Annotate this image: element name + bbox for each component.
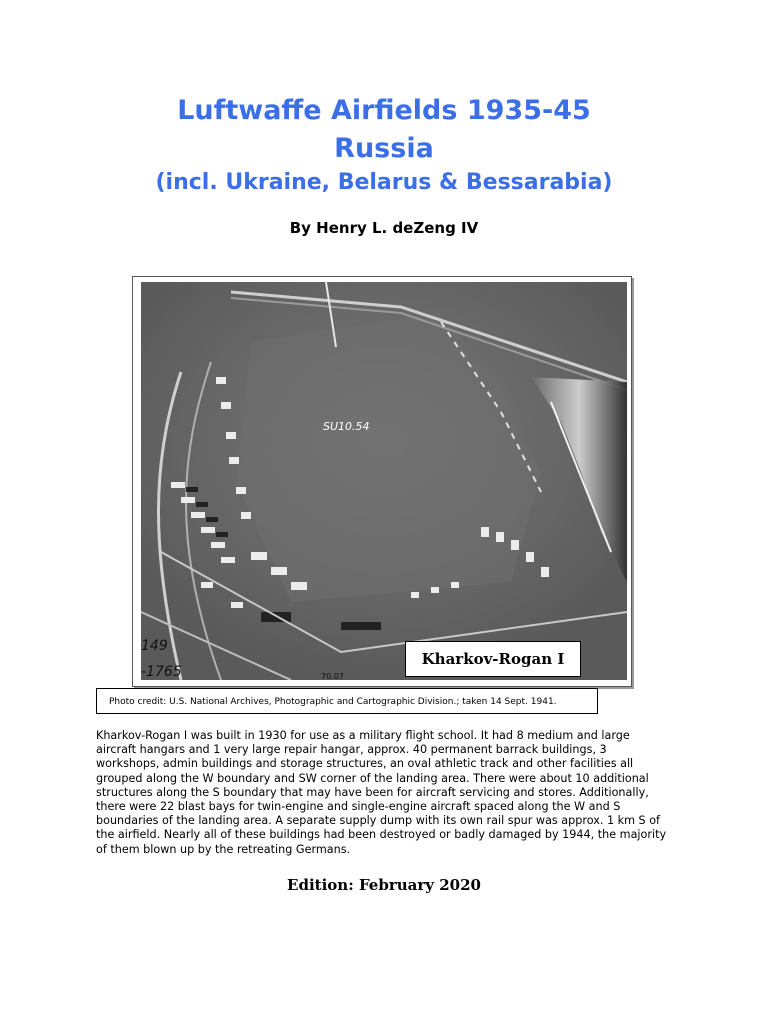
aerial-photo-frame — [132, 276, 632, 687]
photo-credit: Photo credit: U.S. National Archives, Photographic and Cartographic Division.; taken 14 Sept. 1941. — [96, 688, 598, 714]
aerial-photo — [141, 282, 627, 680]
title-line-3: (incl. Ukraine, Belarus & Bessarabia) — [155, 170, 613, 195]
title-line-1: Luftwaffe Airfields 1935-45 — [177, 95, 591, 126]
photo-marking-serial: -1765 — [141, 664, 182, 680]
author-line: By Henry L. deZeng IV — [289, 219, 479, 237]
title-line-2: Russia — [334, 133, 434, 164]
edition-line: Edition: February 2020 — [287, 876, 481, 894]
photo-marking-field-id: SU10.54 — [323, 420, 370, 433]
body-paragraph: Kharkov-Rogan I was built in 1930 for use as a military flight school. It had 8 medium and large aircraft hangars and 1 very large repair hangar, approx. 40 permanent barrack buildings, 3 workshops, admin buildings and storage structures, an oval athletic track and other facilities all grouped along the W boundary and SW corner of the landing area. There were about 10 additional structures along the S boundary that may have been for aircraft servicing and stores. Additionally, there were 22 blast bays for twin-engine and single-engine aircraft spaced along the W and S boundaries of the landing area. A separate supply dump with its own rail spur was approx. 1 km S of the airfield. Nearly all of these buildings had been destroyed or badly damaged by 1944, the majority of them blown up by the retreating Germans. — [96, 729, 667, 856]
photo-location-label: Kharkov-Rogan I — [405, 641, 581, 677]
photo-marking-number: 149 — [141, 638, 168, 654]
photo-marking-edge: 70.07 — [321, 672, 344, 680]
